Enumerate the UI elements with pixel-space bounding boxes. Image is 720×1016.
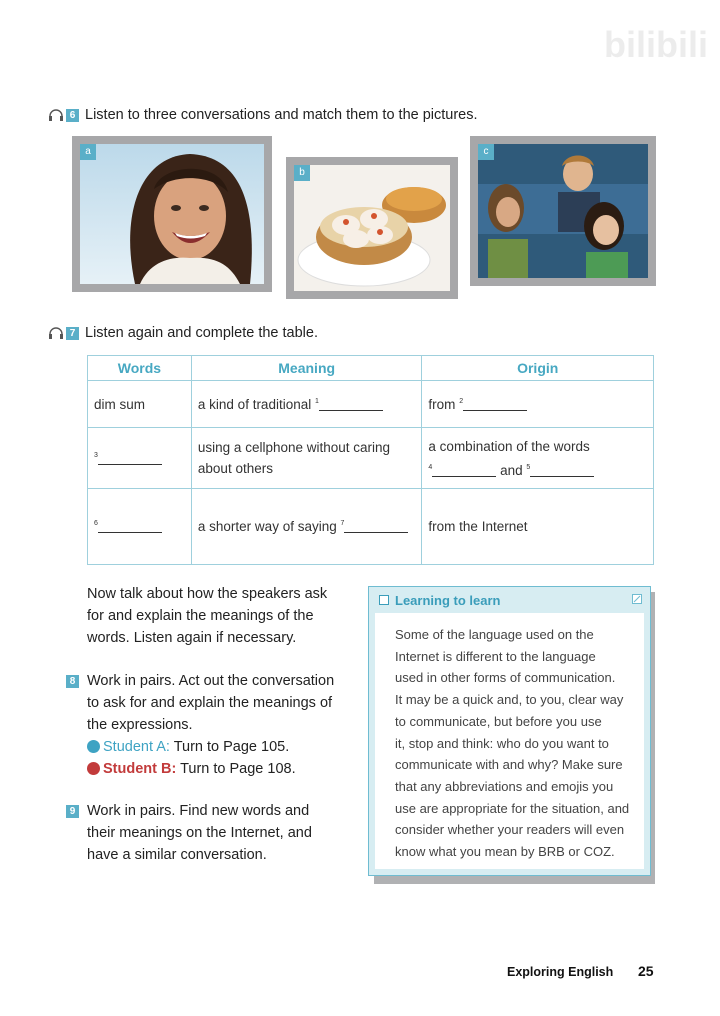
answer-blank-2[interactable] [463,398,527,411]
task-number-badge: 6 [66,109,79,122]
task-number-badge: 7 [66,327,79,340]
photo-a [72,136,272,292]
student-b-icon [87,762,100,775]
learning-box-header [369,587,650,613]
answer-blank-4[interactable] [432,464,496,477]
learning-box-title: Learning to learn [395,592,501,608]
cell-meaning: a shorter way of saying $^7$ [191,489,422,565]
cell-origin: a combination of the words $^4$ and $^5$ [422,428,654,489]
headphones-icon [48,109,64,121]
watermark-logo: bilibili [604,24,708,65]
headphones-icon [48,327,64,339]
answer-blank-6[interactable] [98,520,162,533]
table-row [88,381,654,428]
page-number: 25 [638,963,654,979]
task-7-text: Listen again and complete the table. [85,325,318,341]
talk-paragraph: Now talk about how the speakers ask for and explain the meanings of the words. Listen again if necessary. [87,586,328,646]
task-8: 8 Work in pairs. Act out the conversation to ask for and explain the meanings of the expressions. Student A: Turn to Page 105. Student B: Turn to Page 108. [66,670,334,780]
dim-sum-image [294,165,450,291]
photo-label: c [478,144,494,160]
footer-book-title: Exploring English [507,965,614,979]
corner-expand-icon [632,594,642,604]
cell-word: 3 [88,428,192,489]
task-number-badge: 8 [66,675,79,688]
table-row [88,489,654,565]
cell-word: dim sum [88,381,192,428]
student-a-icon [87,740,100,753]
answer-blank-5[interactable] [530,464,594,477]
cell-meaning: using a cellphone without caring about others [191,428,422,489]
header-meaning: Meaning [191,356,422,381]
smiling-girl-image [80,144,264,284]
learning-box-body: Some of the language used on the Internet is different to the language used in other forms of communication. It may be a quick and, to you, clear way to communicate, but before you use it, stop and think: who do you want to communicate with and why? Make sure that any abbreviations and emojis you use are appropriate for the situation, and consider whether your readers will even know what you mean by BRB or COZ. [375,613,644,869]
table-row [88,428,654,489]
cell-origin: from the Internet [422,489,654,565]
task-6-text: Listen to three conversations and match them to the pictures. [85,107,478,123]
photo-b [286,157,458,299]
cell-origin: from $^2$ [422,381,654,428]
photo-label: b [294,165,310,181]
student-a-line: Student A: Turn to Page 105. [66,736,334,758]
table-header-row [88,356,654,381]
checkbox-icon [379,595,389,605]
task-7-instruction [48,325,318,341]
task-6-instruction [48,107,478,123]
answer-blank-1[interactable] [319,398,383,411]
photo-label: a [80,144,96,160]
answer-blank-7[interactable] [344,520,408,533]
header-words: Words [88,356,192,381]
cell-meaning: a kind of traditional $^1$ [191,381,422,428]
photo-c [470,136,656,286]
task-9: 9 Work in pairs. Find new words and their meanings on the Internet, and have a similar conversation. [66,800,312,866]
vocabulary-table [87,355,654,565]
header-origin: Origin [422,356,654,381]
cell-word: 6 [88,489,192,565]
student-b-line: Student B: Turn to Page 108. [66,758,334,780]
answer-blank-3[interactable] [98,452,162,465]
task-number-badge: 9 [66,805,79,818]
cinema-audience-image [478,144,648,278]
learning-to-learn-box [368,586,651,876]
